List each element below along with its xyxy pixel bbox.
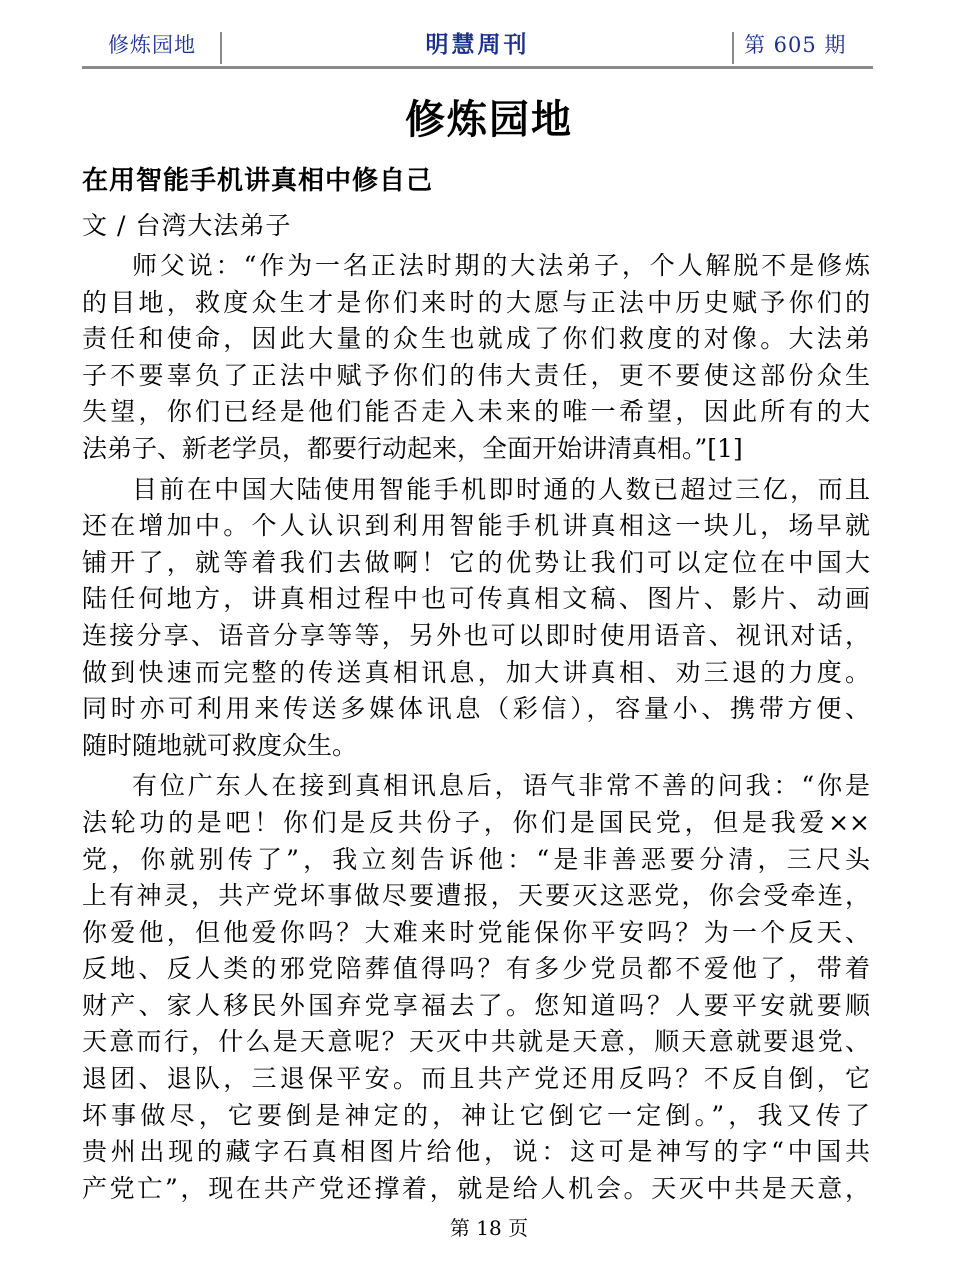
section-title: 修炼园地 [405,97,573,143]
body-line: 有位广东人在接到真相讯息后，语气非常不善的问我：“你是 [132,771,870,801]
body-line: 责任和使命，因此大量的众生也就成了你们救度的对像。大法弟 [82,324,870,354]
article-byline: 文 / 台湾大法弟子 [82,211,292,240]
body-line: 退团、退队，三退保平安。而且共产党还用反吗？不反自倒，它 [82,1064,870,1094]
body-line: 陆任何地方，讲真相过程中也可传真相文稿、图片、影片、动画 [82,584,870,614]
header-issue-number: 第 605 期 [744,33,847,57]
body-line: 上有神灵，共产党坏事做尽要遭报，天要灭这恶党，你会受牵连， [82,881,870,911]
body-line: 师父说：“作为一名正法时期的大法弟子，个人解脱不是修炼 [132,251,870,280]
body-line: 天意而行，什么是天意呢？天灭中共就是天意，顺天意就要退党、 [82,1027,870,1057]
header-rule [82,66,873,69]
body-line: 随时随地就可救度众生。 [82,730,358,760]
body-line: 财产、家人移民外国弃党享福去了。您知道吗？人要平安就要顺 [82,990,870,1020]
body-line: 反地、反人类的邪党陪葬值得吗？有多少党员都不爱他了，带着 [82,954,870,984]
body-line: 子不要辜负了正法中赋予你们的伟大责任，更不要使这部份众生 [82,360,870,390]
body-line: 产党亡”，现在共产党还撑着，就是给人机会。天灭中共是天意， [82,1173,870,1203]
body-line: 党，你就别传了”，我立刻告诉他：“是非善恶要分清，三尺头 [82,844,870,874]
body-line: 铺开了，就等着我们去做啊！它的优势让我们可以定位在中国大 [82,547,870,577]
body-line: 做到快速而完整的传送真相讯息，加大讲真相、劝三退的力度。 [82,657,870,687]
page-number: 第 18 页 [449,1216,529,1240]
body-line: 目前在中国大陆使用智能手机即时通的人数已超过三亿，而且 [132,474,870,504]
article-title: 在用智能手机讲真相中修自己 [82,166,434,196]
body-line: 坏事做尽，它要倒是神定的，神让它倒它一定倒。”，我又传了 [82,1100,870,1130]
body-line: 法轮功的是吧！你们是反共份子，你们是国民党，但是我爱×× [82,807,870,837]
header-bar [82,28,873,66]
body-line: 你爱他，但他爱你吗？大难来时党能保你平安吗？为一个反天、 [82,917,870,947]
body-line: 贵州出现的藏字石真相图片给他，说：这可是神写的字“中国共 [82,1137,870,1167]
article-body [82,248,870,1207]
body-line: 法弟子、新老学员，都要行动起来，全面开始讲清真相。”[1] [82,433,743,463]
body-line: 连接分享、语音分享等等，另外也可以即时使用语音、视讯对话， [82,620,870,650]
header-section-name: 修炼园地 [108,33,196,57]
body-line: 还在增加中。个人认识到利用智能手机讲真相这一块儿，场早就 [82,511,870,541]
header-divider [732,32,734,64]
header-publication-title: 明慧周刊 [425,32,530,58]
body-line: 失望，你们已经是他们能否走入未来的唯一希望，因此所有的大 [82,397,870,427]
body-line: 的目地，救度众生才是你们来时的大愿与正法中历史赋予你们的 [82,287,870,317]
body-line: 同时亦可利用来传送多媒体讯息（彩信），容量小、携带方便、 [82,694,870,724]
